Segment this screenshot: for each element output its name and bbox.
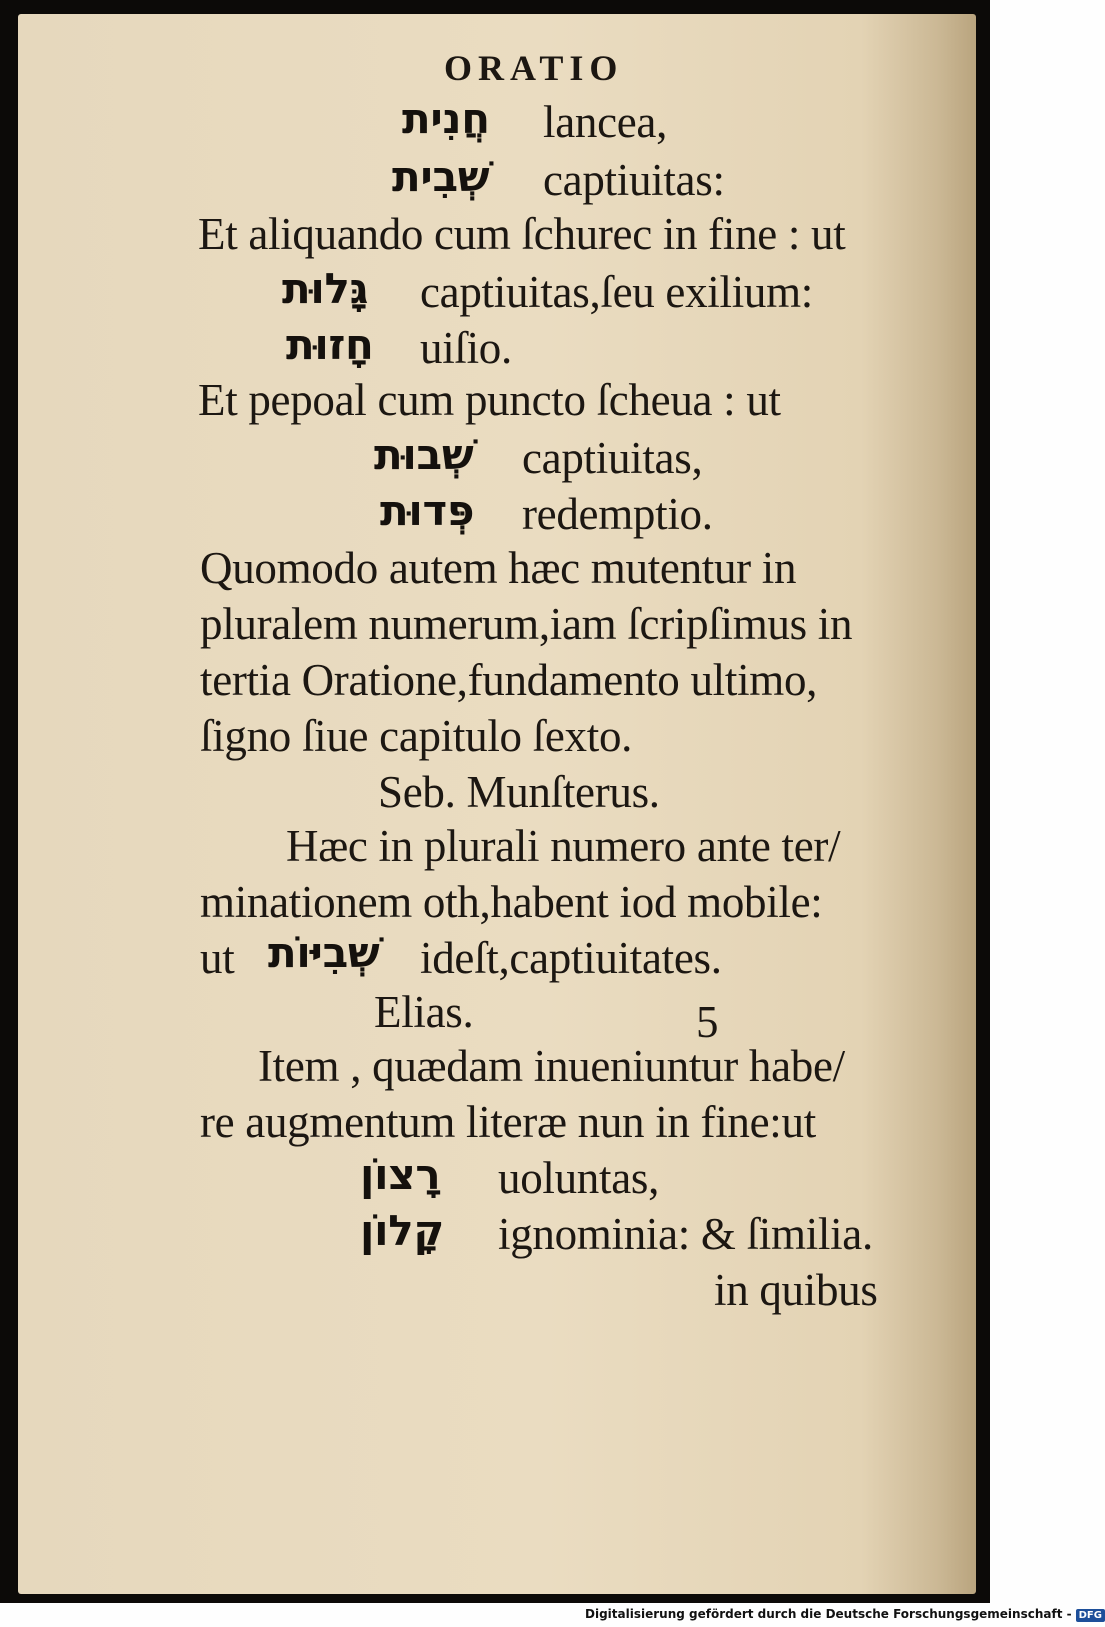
text-line-prefix: ut [200, 933, 235, 983]
hebrew-word: פְּדוּת [380, 486, 475, 535]
hebrew-word: חָזוּת [286, 320, 374, 369]
hebrew-word: קָלוֹן [360, 1206, 444, 1255]
author-heading: Seb. Munſterus. [378, 767, 660, 817]
hebrew-word: שְׁבוּת [374, 430, 474, 479]
latin-gloss: ignominia: & ſimilia. [498, 1209, 873, 1259]
catchword: in quibus [714, 1265, 878, 1315]
text-line: Quomodo autem hæc mutentur in [200, 543, 797, 593]
running-header: ORATIO [444, 48, 624, 88]
text-line: re augmentum literæ nun in fine:ut [200, 1097, 816, 1147]
hebrew-word: שְׁבִית [392, 152, 490, 201]
latin-gloss: uoluntas, [498, 1153, 660, 1203]
text-line: Et pepoal cum puncto ſcheua : ut [198, 375, 781, 425]
digitization-credit [585, 1607, 1105, 1622]
credit-text: Digitalisierung gefördert durch die Deutsche Forschungsgemeinschaft - [585, 1607, 1072, 1621]
text-line: pluralem numerum,iam ſcripſimus in [200, 599, 853, 649]
text-line: Hæc in plurali numero ante ter/ [286, 821, 841, 871]
marginal-number: 5 [696, 997, 719, 1047]
text-line: Item , quædam inueniuntur habe/ [258, 1041, 845, 1091]
hebrew-word: גָּלוּת [282, 264, 369, 313]
hebrew-word: שְׁבִיּוֹת [268, 928, 380, 977]
text-line: tertia Oratione,fundamento ultimo, [200, 655, 818, 705]
latin-gloss: lancea, [543, 97, 668, 147]
text-line: minationem oth,habent iod mobile: [200, 877, 823, 927]
text-line: Et aliquando cum ſchurec in fine : ut [198, 209, 846, 259]
latin-gloss: redemptio. [522, 489, 713, 539]
latin-gloss: captiuitas, [522, 433, 703, 483]
latin-gloss: uiſio. [420, 323, 512, 373]
hebrew-word: חֲנִית [402, 94, 490, 143]
latin-gloss: ideſt,captiuitates. [420, 933, 722, 983]
latin-gloss: captiuitas,ſeu exilium: [420, 267, 814, 317]
text-line: ſigno ſiue capitulo ſexto. [200, 711, 633, 761]
dfg-logo: DFG [1076, 1609, 1105, 1622]
author-heading: Elias. [374, 987, 474, 1037]
hebrew-word: רָצוֹן [360, 1150, 441, 1199]
latin-gloss: captiuitas: [543, 155, 725, 205]
